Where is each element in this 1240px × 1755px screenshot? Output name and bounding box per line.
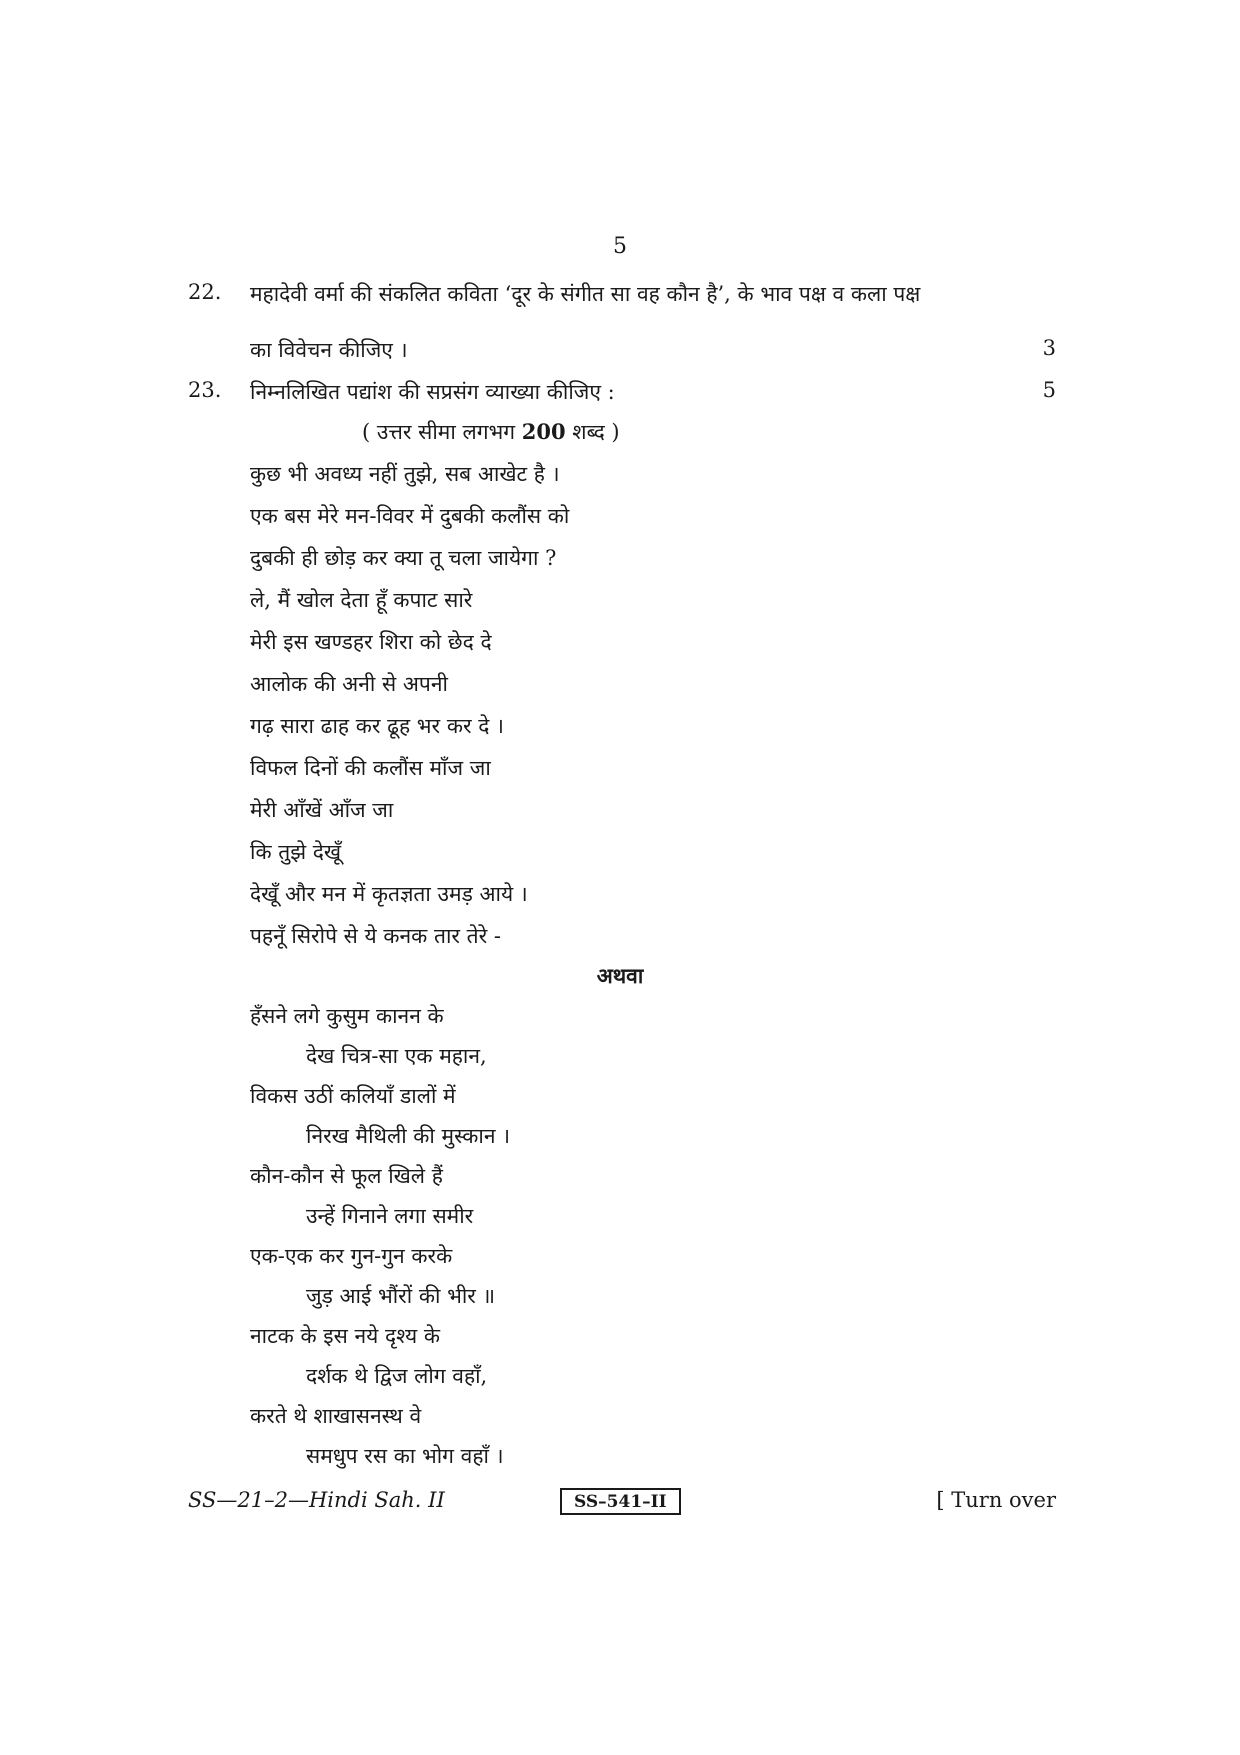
footer-paper-code: SS—21–2—Hindi Sah. II: [188, 1488, 445, 1512]
poem-1-line: ले, मैं खोल देता हूँ कपाट सारे: [250, 588, 473, 612]
poem-1-line: गढ़ सारा ढाह कर ढूह भर कर दे ।: [250, 714, 504, 738]
poem-2-line: विकस उठीं कलियाँ डालों में: [250, 1084, 456, 1108]
question-23-prompt: निम्नलिखित पद्यांश की सप्रसंग व्याख्या कीजिए :: [250, 380, 615, 404]
poem-1-line: कुछ भी अवध्य नहीं तुझे, सब आखेट है ।: [250, 462, 560, 486]
poem-2-line-indented: निरख मैथिली की मुस्कान ।: [306, 1124, 511, 1148]
word-limit-prefix: ( उत्तर सीमा लगभग: [362, 420, 522, 444]
poem-1-line: पहनूँ सिरोपे से ये कनक तार तेरे -: [250, 924, 501, 948]
poem-1-line: कि तुझे देखूँ: [250, 840, 342, 864]
word-limit-number: 200: [521, 419, 566, 444]
poem-1-line: देखूँ और मन में कृतज्ञता उमड़ आये ।: [250, 882, 528, 906]
poem-1-line: मेरी आँखें आँज जा: [250, 798, 394, 822]
poem-2-line-indented: समधुप रस का भोग वहाँ ।: [306, 1444, 504, 1468]
question-22-text-line-1: महादेवी वर्मा की संकलित कविता ‘दूर के संगीत सा वह कौन है’, के भाव पक्ष व कला पक्ष: [250, 282, 921, 306]
poem-1-line: एक बस मेरे मन-विवर में दुबकी कलौंस को: [250, 504, 570, 528]
or-heading: अथवा: [596, 963, 644, 988]
poem-1-line: मेरी इस खण्डहर शिरा को छेद दे: [250, 630, 492, 654]
question-22-marks: 3: [1042, 336, 1056, 360]
footer-boxed-code: SS–541–II: [560, 1488, 681, 1515]
question-23-marks: 5: [1042, 378, 1056, 402]
poem-2-line: एक-एक कर गुन-गुन करके: [250, 1244, 453, 1268]
poem-2-line: नाटक के इस नये दृश्य के: [250, 1324, 441, 1348]
poem-2-line-indented: दर्शक थे द्विज लोग वहाँ,: [306, 1364, 488, 1388]
poem-2-line: करते थे शाखासनस्थ वे: [250, 1404, 422, 1428]
page-number: 5: [613, 234, 627, 259]
poem-2-line-indented: उन्हें गिनाने लगा समीर: [306, 1204, 474, 1228]
poem-2-line-indented: जुड़ आई भौंरों की भीर ॥: [306, 1284, 496, 1308]
question-22-text-line-2: का विवेचन कीजिए ।: [250, 338, 408, 362]
poem-1-line: विफल दिनों की कलौंस माँज जा: [250, 756, 491, 780]
word-limit-suffix: शब्द ): [565, 420, 620, 444]
poem-1-line: दुबकी ही छोड़ कर क्या तू चला जायेगा ?: [250, 546, 557, 570]
poem-1-line: आलोक की अनी से अपनी: [250, 672, 448, 696]
question-23-number: 23.: [188, 378, 222, 402]
poem-2-line-indented: देख चित्र-सा एक महान,: [306, 1044, 487, 1068]
answer-word-limit: [362, 418, 620, 446]
poem-2-line: हँसने लगे कुसुम कानन के: [250, 1004, 444, 1028]
footer-turn-over: [ Turn over: [936, 1488, 1056, 1512]
poem-2-line: कौन-कौन से फूल खिले हैं: [250, 1164, 443, 1188]
question-22-number: 22.: [188, 280, 222, 304]
